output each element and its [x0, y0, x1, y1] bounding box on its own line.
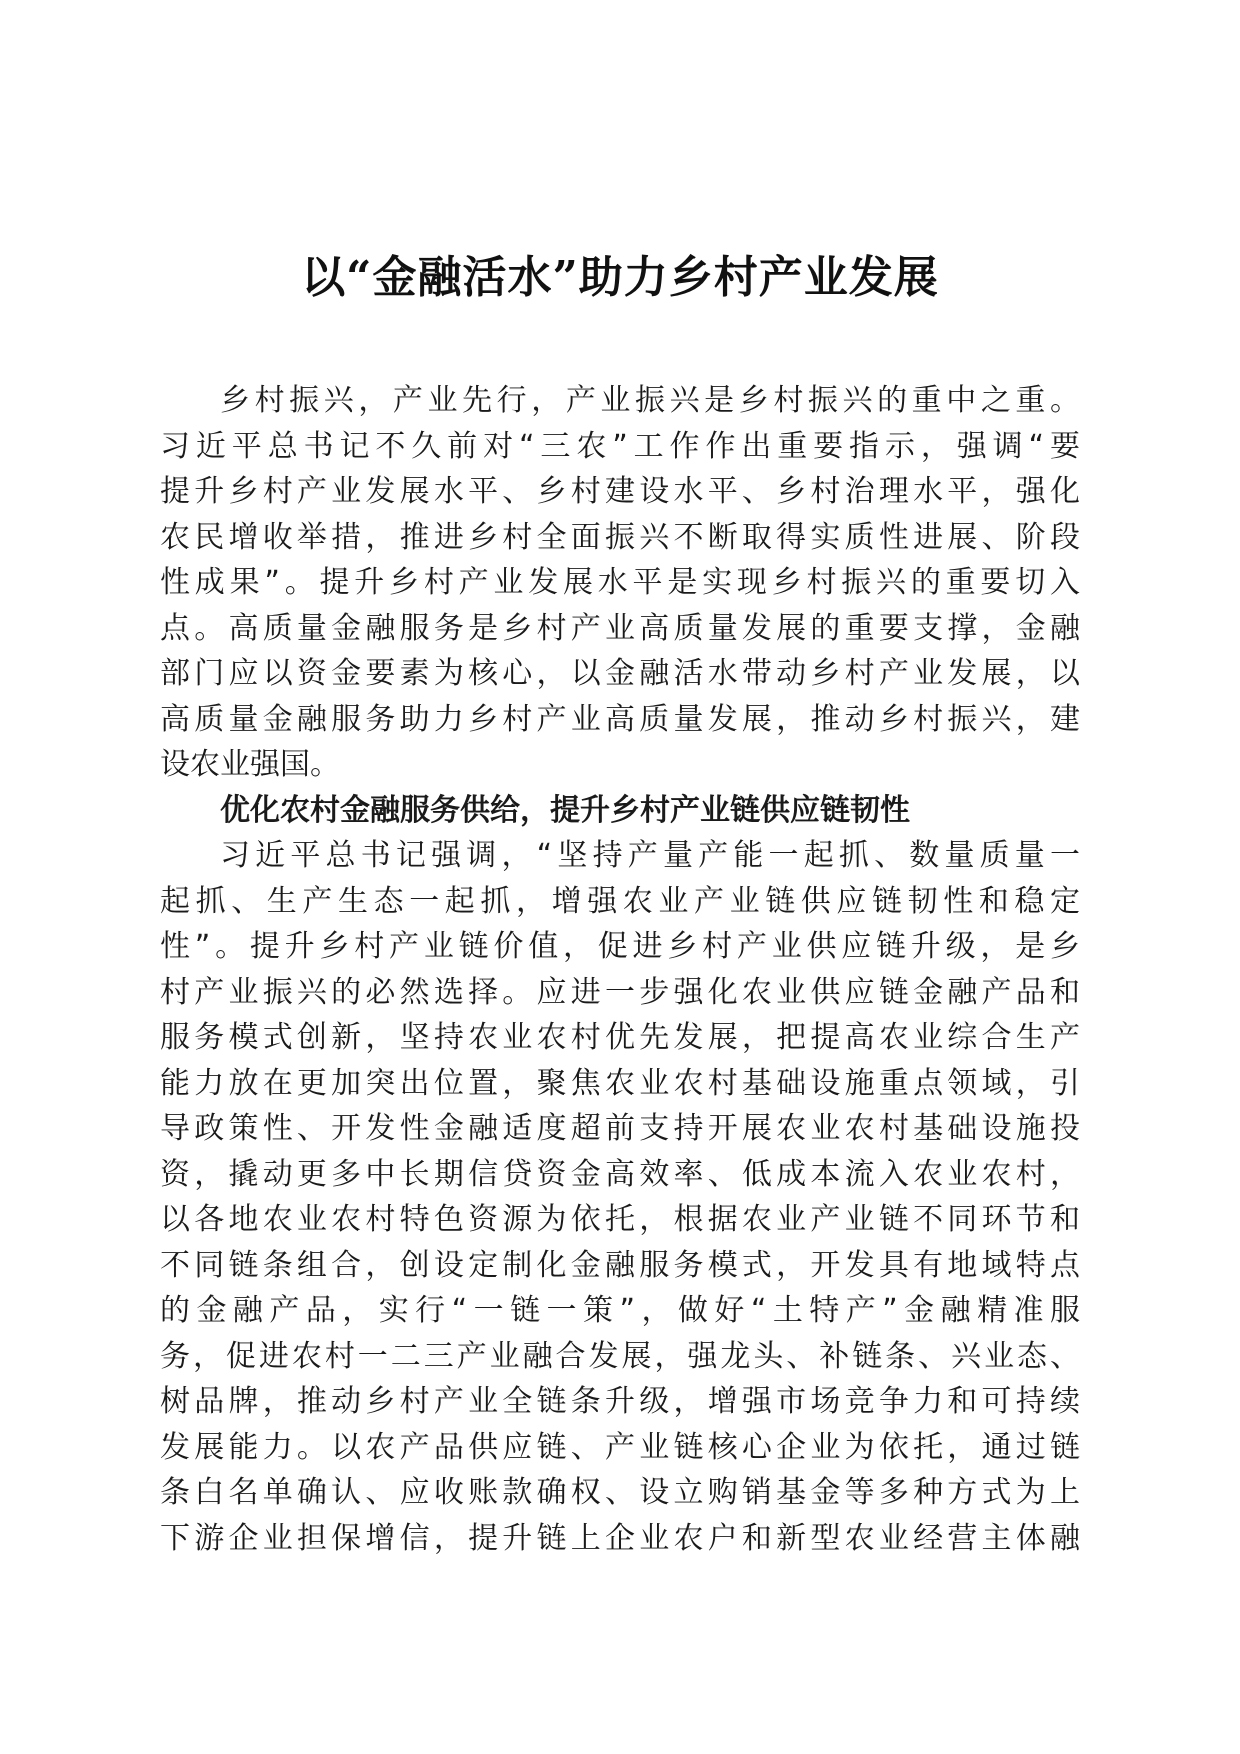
text-line: 务，促进农村一二三产业融合发展，强龙头、补链条、兴业态、 — [160, 1338, 1080, 1374]
paragraph-section-1 — [160, 833, 1080, 1561]
text-line: 习近平总书记强调，“坚持产量产能一起抓、数量质量一 — [220, 838, 1080, 873]
text-line: 提升乡村产业发展水平、乡村建设水平、乡村治理水平，强化 — [160, 474, 1080, 509]
text-line: 起抓、生产生态一起抓，增强农业产业链供应链韧性和稳定 — [160, 883, 1080, 919]
text-line: 性”。提升乡村产业链价值，促进乡村产业供应链升级，是乡 — [160, 929, 1080, 964]
text-line: 资，撬动更多中长期信贷资金高效率、低成本流入农业农村， — [160, 1156, 1080, 1192]
text-line: 不同链条组合，创设定制化金融服务模式，开发具有地域特点 — [160, 1247, 1080, 1283]
text-line: 以各地农业农村特色资源为依托，根据农业产业链不同环节和 — [160, 1202, 1080, 1237]
text-line: 能力放在更加突出位置，聚焦农业农村基础设施重点领域，引 — [160, 1065, 1080, 1101]
text-line: 习近平总书记不久前对“三农”工作作出重要指示，强调“要 — [160, 428, 1080, 464]
text-line: 发展能力。以农产品供应链、产业链核心企业为依托，通过链 — [160, 1429, 1080, 1465]
text-line: 下游企业担保增信，提升链上企业农户和新型农业经营主体融 — [160, 1520, 1080, 1556]
text-line: 的金融产品，实行“一链一策”，做好“土特产”金融精准服 — [160, 1293, 1080, 1328]
text-line: 树品牌，推动乡村产业全链条升级，增强市场竞争力和可持续 — [160, 1384, 1080, 1419]
text-line: 性成果”。提升乡村产业发展水平是实现乡村振兴的重要切入 — [160, 565, 1080, 600]
text-line: 部门应以资金要素为核心，以金融活水带动乡村产业发展，以 — [160, 656, 1080, 691]
text-line: 村产业振兴的必然选择。应进一步强化农业供应链金融产品和 — [160, 974, 1080, 1010]
text-line: 点。高质量金融服务是乡村产业高质量发展的重要支撑，金融 — [160, 610, 1080, 646]
text-line: 服务模式创新，坚持农业农村优先发展，把提高农业综合生产 — [160, 1020, 1080, 1055]
text-line: 农民增收举措，推进乡村全面振兴不断取得实质性进展、阶段 — [160, 519, 1080, 555]
section-heading: 优化农村金融服务供给，提升乡村产业链供应链韧性 — [220, 792, 910, 828]
text-line: 导政策性、开发性金融适度超前支持开展农业农村基础设施投 — [160, 1111, 1080, 1146]
document-body — [160, 378, 1080, 1561]
text-line: 条白名单确认、应收账款确权、设立购销基金等多种方式为上 — [160, 1475, 1080, 1510]
document-title: 以“金融活水”助力乡村产业发展 — [301, 252, 939, 303]
paragraph-intro — [160, 378, 1080, 788]
text-line: 乡村振兴，产业先行，产业振兴是乡村振兴的重中之重。 — [220, 383, 1080, 418]
text-line: 设农业强国。 — [160, 747, 340, 782]
text-line: 高质量金融服务助力乡村产业高质量发展，推动乡村振兴，建 — [160, 701, 1080, 737]
